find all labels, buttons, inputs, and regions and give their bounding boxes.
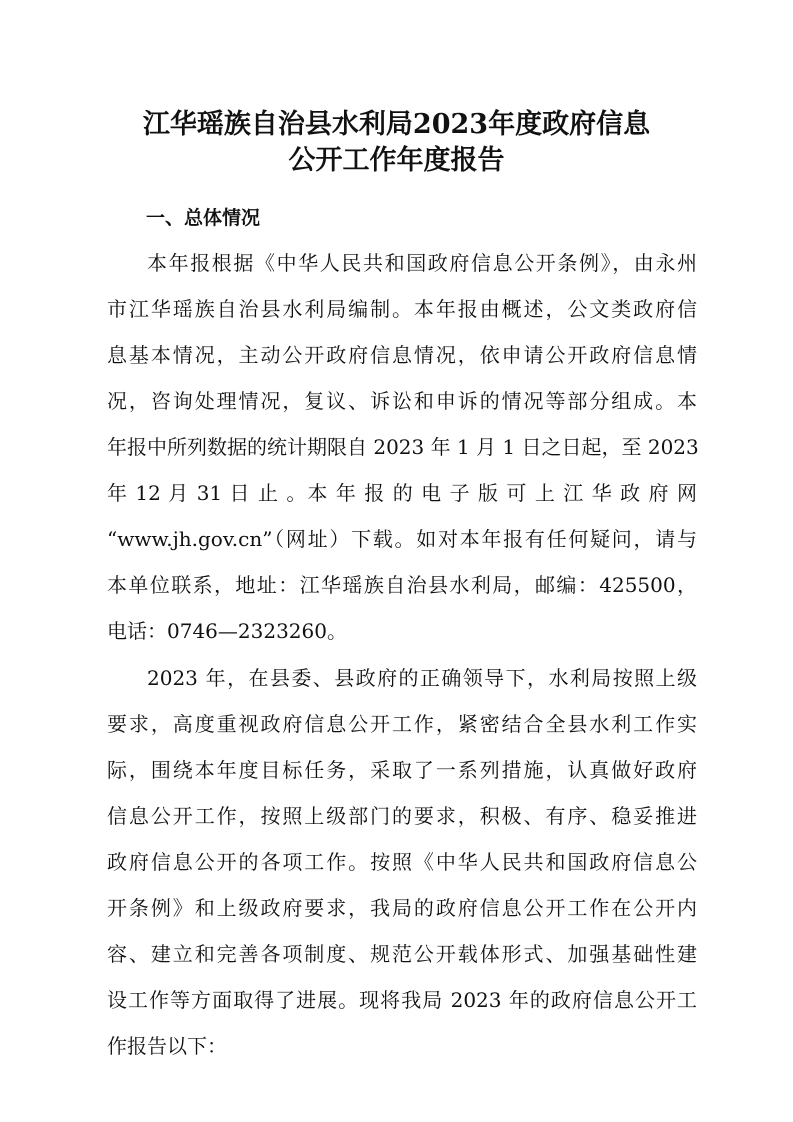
text-line: 2023 年，在县委、县政府的正确领导下，水利局按照上级 [147, 666, 697, 690]
text-line: “www.jh.gov.cn”（网址）下载。如对本年报有任何疑问，请与 [107, 527, 697, 551]
text-line: 本年报根据《中华人民共和国政府信息公开条例》，由永州 [147, 251, 697, 275]
text-line: 年报中所列数据的统计期限自 2023 年 1 月 1 日之日起，至 2023 [107, 435, 699, 459]
text-line: 年 12 月 31 日 止 。本 年 报 的 电 子 版 可 上 江 华 政 府 网 [107, 481, 697, 505]
text-line: 本单位联系，地址：江华瑶族自治县水利局，邮编：425500， [107, 573, 697, 597]
section-heading: 一、总体情况 [146, 207, 261, 229]
text-line: 开条例》和上级政府要求，我局的政府信息公开工作在公开内 [107, 896, 697, 920]
paragraph-overview [107, 240, 697, 654]
document-title-line-2: 公开工作年度报告 [288, 145, 505, 176]
text-line: 设工作等方面取得了进展。现将我局 2023 年的政府信息公开工 [107, 988, 697, 1012]
text-line: 政府信息公开的各项工作。按照《中华人民共和国政府信息公 [107, 850, 697, 874]
text-line: 作报告以下： [107, 1034, 227, 1058]
text-line: 市江华瑶族自治县水利局编制。本年报由概述，公文类政府信 [107, 297, 697, 321]
text-line: 容、建立和完善各项制度、规范公开载体形式、加强基础性建 [107, 942, 697, 966]
text-line: 际，围绕本年度目标任务，采取了一系列措施，认真做好政府 [107, 758, 697, 782]
text-line: 况，咨询处理情况，复议、诉讼和申诉的情况等部分组成。本 [107, 389, 697, 413]
paragraph-work-summary [107, 655, 697, 1069]
text-line: 息基本情况，主动公开政府信息情况，依申请公开政府信息情 [107, 343, 697, 367]
text-line: 信息公开工作，按照上级部门的要求，积极、有序、稳妥推进 [107, 804, 697, 828]
text-line: 要求，高度重视政府信息公开工作，紧密结合全县水利工作实 [107, 712, 697, 736]
document-title-line-1: 江华瑶族自治县水利局2023年度政府信息 [142, 109, 651, 140]
text-line: 电话：0746—2323260。 [107, 619, 347, 643]
